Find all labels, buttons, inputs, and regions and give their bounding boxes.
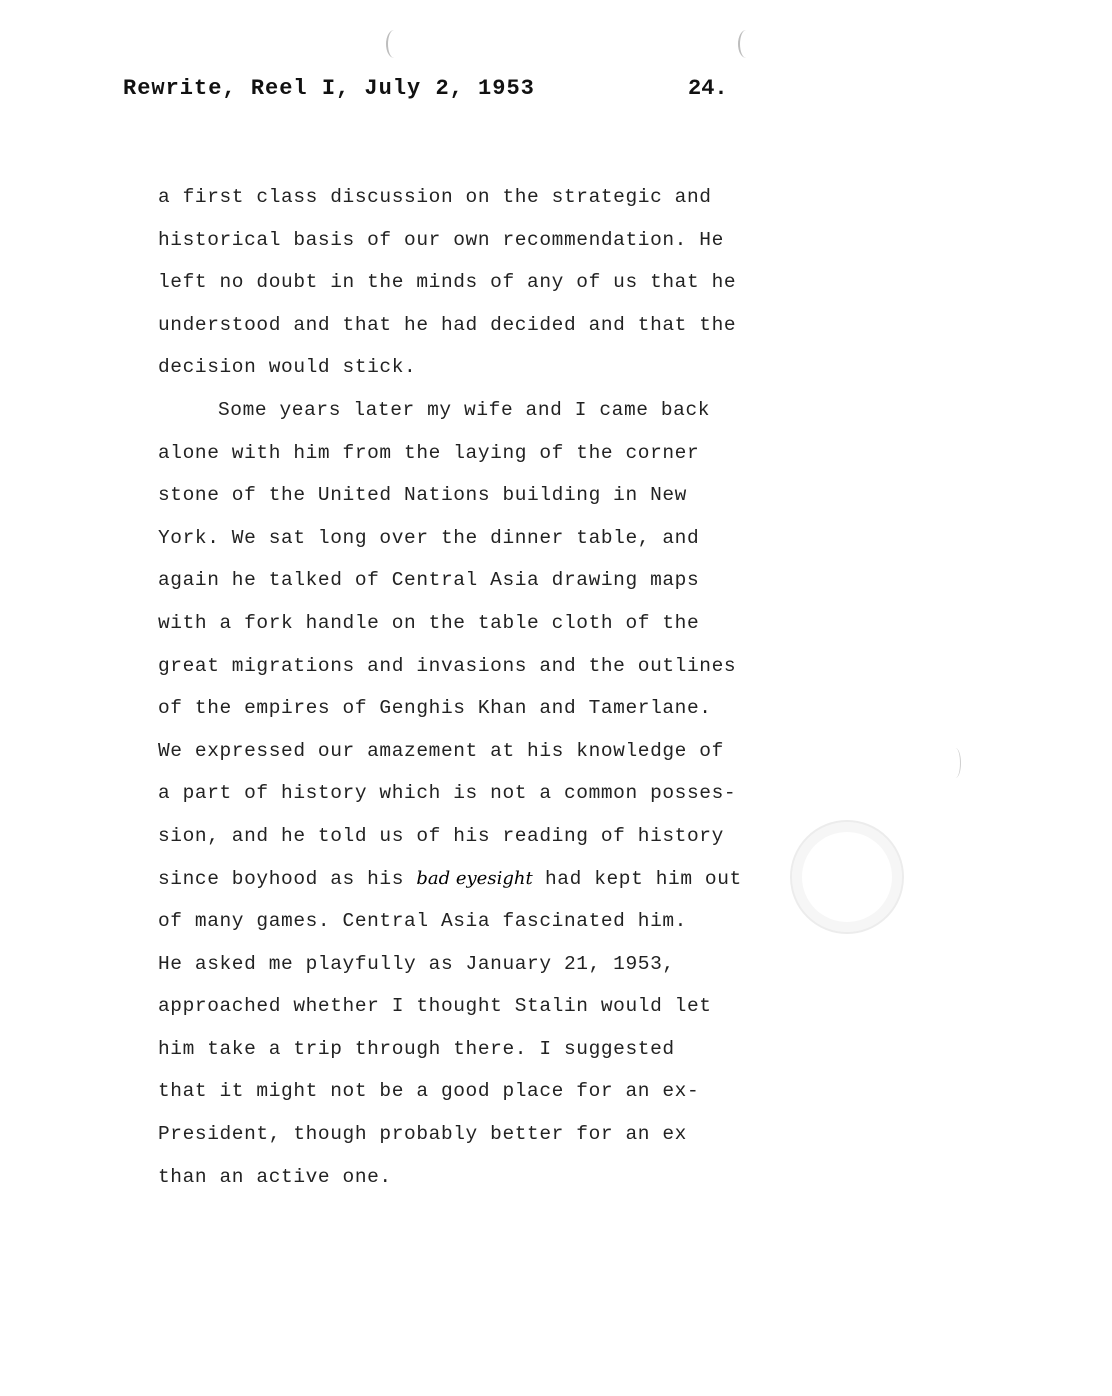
text-segment: since boyhood as his bbox=[158, 867, 405, 890]
punch-hole-mark bbox=[738, 30, 754, 58]
text-line: stone of the United Nations building in New bbox=[158, 484, 687, 507]
text-line: with a fork handle on the table cloth of the bbox=[158, 611, 700, 634]
text-line: of the empires of Genghis Khan and Tamerlane. bbox=[158, 697, 712, 720]
text-line: We expressed our amazement at his knowledge of bbox=[158, 739, 724, 762]
margin-mark bbox=[950, 748, 961, 778]
text-line: a first class discussion on the strategic and bbox=[158, 186, 712, 208]
text-line: historical basis of our own recommendation. He bbox=[158, 228, 724, 251]
text-line: Some years later my wife and I came back bbox=[218, 398, 711, 421]
text-line: He asked me playfully as January 21, 1953, bbox=[158, 952, 675, 975]
text-segment: had kept him out bbox=[545, 867, 742, 890]
typed-text-body bbox=[158, 182, 798, 1204]
text-line-with-insert bbox=[158, 864, 798, 907]
faded-stamp bbox=[790, 820, 904, 934]
document-header: Rewrite, Reel I, July 2, 1953 bbox=[123, 76, 535, 101]
text-line: approached whether I thought Stalin would let bbox=[158, 995, 712, 1018]
text-line: great migrations and invasions and the outlines bbox=[158, 654, 737, 677]
page-number: 24. bbox=[688, 76, 728, 101]
text-line: decision would stick. bbox=[158, 356, 417, 379]
text-line: that it might not be a good place for an ex- bbox=[158, 1080, 700, 1103]
text-line: him take a trip through there. I suggested bbox=[158, 1037, 675, 1060]
text-line: alone with him from the laying of the corner bbox=[158, 441, 700, 464]
text-line: York. We sat long over the dinner table, and bbox=[158, 526, 700, 549]
text-line: sion, and he told us of his reading of history bbox=[158, 824, 724, 847]
text-line: President, though probably better for an ex bbox=[158, 1123, 687, 1146]
handwritten-insert: bad eyesight bbox=[416, 867, 533, 889]
text-line: than an active one. bbox=[158, 1165, 392, 1188]
text-line: a part of history which is not a common posses- bbox=[158, 782, 737, 805]
text-line: left no doubt in the minds of any of us that he bbox=[158, 271, 737, 294]
text-line: of many games. Central Asia fascinated him. bbox=[158, 910, 687, 933]
text-line: again he talked of Central Asia drawing maps bbox=[158, 569, 700, 592]
text-line: understood and that he had decided and that the bbox=[158, 313, 737, 336]
punch-hole-mark bbox=[386, 30, 402, 58]
